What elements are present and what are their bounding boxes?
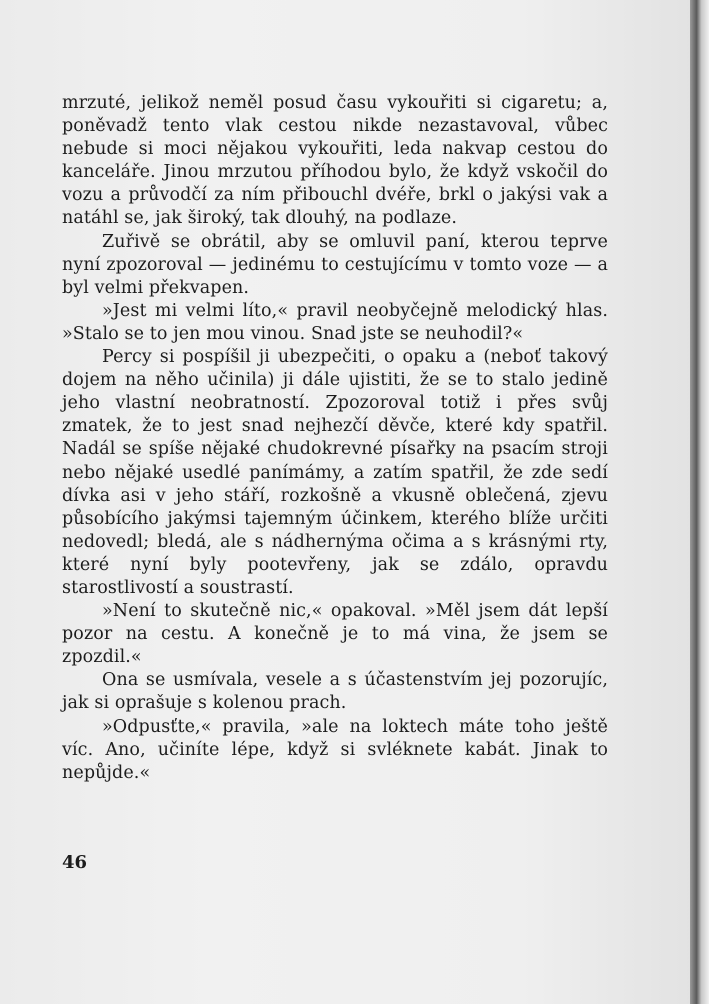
paragraph: Ona se usmívala, vesele a s účastenstvím jej pozorujíc, jak si oprašuje s kolenou prach. xyxy=(62,670,608,714)
paragraph: »Není to skutečně nic,« opakoval. »Měl jsem dát lepší pozor na cestu. A konečně je to má vina, že jsem se zpozdil.« xyxy=(62,601,608,668)
book-gutter-shadow xyxy=(690,0,709,1004)
paragraph: mrzuté, jelikož neměl posud času vykouřiti si cigaretu; a, poněvadž tento vlak cestou nikde nezastavoval, vůbec nebude si moci nějakou vykouřiti, leda nakvap cestou do kanceláře. Jinou mrzutou příhodou bylo, že když vskočil do vozu a průvodčí za ním přibouchl dvéře, brkl o jakýsi vak a natáhl se, jak široký, tak dlouhý, na podlaze. xyxy=(62,93,608,229)
paragraph: »Jest mi velmi líto,« pravil neobyčejně melodický hlas. »Stalo se to jen mou vinou. Snad jste se neuhodil?« xyxy=(62,300,608,344)
paragraph: Zuřivě se obrátil, aby se omluvil paní, kterou teprve nyní zpozoroval — jedinému to cestujícímu v tomto voze — a byl velmi překvapen. xyxy=(62,231,608,298)
page-number: 46 xyxy=(62,852,88,873)
paragraph: »Odpusťte,« pravila, »ale na loktech máte toho ještě víc. Ano, učiníte lépe, když si svléknete kabát. Jinak to nepůjde.« xyxy=(62,716,608,783)
body-text xyxy=(62,92,608,785)
paragraph: Percy si pospíšil ji ubezpečiti, o opaku a (neboť takový dojem na něho učinila) ji dále ujistiti, že se to stalo jedině jeho vlastní neobratností. Zpozoroval totiž i přes svůj zmatek, že to jest snad nejhezčí děvče, které kdy spatřil. Nadál se spíše nějaké chudokrevné písařky na psacím stroji nebo nějaké usedlé panímámy, a zatím spatřil, že zde sedí dívka asi v jeho stáří, rozkošně a vkusně oblečená, zjevu působícího jakýmsi tajemným účinkem, kterého blíže určiti nedovedl; bledá, ale s nádhernýma očima a s krásnými rty, které nyní byly pootevřeny, jak se zdálo, opravdu starostlivostí a soustrastí. xyxy=(62,347,608,598)
